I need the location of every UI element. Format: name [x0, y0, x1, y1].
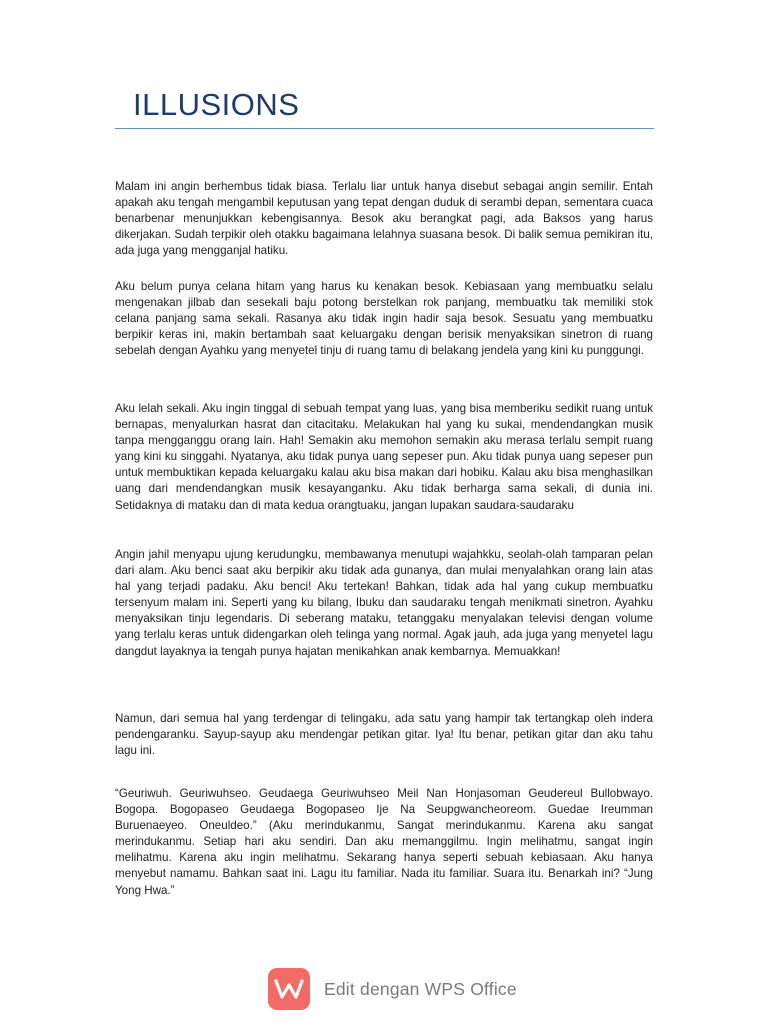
title-underline	[115, 128, 654, 129]
wps-edit-label: Edit dengan WPS Office	[324, 978, 517, 999]
document-title: ILLUSIONS	[133, 87, 300, 122]
wps-office-logo-icon	[268, 968, 310, 1010]
paragraph-4: Angin jahil menyapu ujung kerudungku, membawanya menutupi wajahkku, seolah-olah tamparan pelan dari alam. Aku benci saat aku berpikir aku tidak ada gunanya, dan mulai menyalahkan orang lain atas hal yang terjadi padaku. Aku benci! Aku tertekan! Bahkan, tidak ada hal yang cukup membuatku tersenyum malam ini. Seperti yang ku bilang, Ibuku dan saudaraku tengah menikmati sinetron. Ayahku menyaksikan tinju legendaris. Di seberang mataku, tetanggaku menyalakan televisi dengan volume yang terlalu keras untuk didengarkan oleh telinga yang normal. Agak jauh, ada juga yang menyetel lagu dangdut layaknya ia tengah punya hajatan menikahkan anak kembarnya. Memuakkan!	[115, 548, 653, 658]
paragraph-6: “Geuriwuh. Geuriwuhseo. Geudaega Geuriwuhseo Meil Nan Honjasoman Geudereul Bullobwayo. Bogopa. Bogopaseo Geudaega Bogopaseo Ije Na Seupgwancheoreom. Guedae Ireumman Buruenaeyeo. Oneuldeo.” (Aku merindukanmu, Sangat merindukanmu. Karena aku sangat merindukanmu. Setiap hari aku sendiri. Dan aku memanggilmu. Ingin melihatmu, sangat ingin melihatmu. Karena aku ingin melihatmu. Sekarang hanya seperti sebuah kebiasaan. Aku hanya menyebut namamu. Bahkan saat ini. Lagu itu familiar. Nada itu familiar. Suara itu. Benarkah ini? “Jung Yong Hwa.”	[115, 787, 653, 897]
paragraph-5: Namun, dari semua hal yang terdengar di telingaku, ada satu yang hampir tak tertangkap oleh indera pendengaranku. Sayup-sayup aku mendengar petikan gitar. Iya! Itu benar, petikan gitar dan aku tahu lagu ini.	[115, 712, 653, 758]
wps-edit-watermark[interactable]	[268, 968, 517, 1010]
paragraph-3: Aku lelah sekali. Aku ingin tinggal di sebuah tempat yang luas, yang bisa memberiku sedikit ruang untuk bernapas, menyalurkan hasrat dan citacitaku. Melakukan hal yang ku sukai, mendendangkan musik tanpa mengganggu orang lain. Hah! Semakin aku memohon semakin aku merasa terlalu sempit ruang yang kini ku singgahi. Nyatanya, aku tidak punya uang sepeser pun. Aku tidak punya uang sepeser pun untuk membuktikan kepada keluargaku kalau aku bisa makan dari hobiku. Kalau aku bisa menghasilkan uang dari mendendangkan musik kesayanganku. Aku tidak berharga sama sekali, di dunia ini. Setidaknya di mataku dan di mata kedua orangtuaku, jangan lupakan saudara-saudaraku	[115, 402, 653, 512]
paragraph-1: Malam ini angin berhembus tidak biasa. Terlalu liar untuk hanya disebut sebagai angin semilir. Entah apakah aku tengah mengambil keputusan yang tepat dengan duduk di serambi depan, sementara cuaca benarbenar menunjukkan kebengisannya. Besok aku berangkat pagi, ada Baksos yang harus dikerjakan. Sudah terpikir oleh otakku bagaimana lelahnya suasana besok. Di balik semua pemikiran itu, ada juga yang mengganjal hatiku.	[115, 180, 653, 258]
paragraph-2: Aku belum punya celana hitam yang harus ku kenakan besok. Kebiasaan yang membuatku selalu mengenakan jilbab dan sesekali baju potong berstelkan rok panjang, membuatku tak memiliki stok celana panjang sama sekali. Rasanya aku tidak ingin hadir saja besok. Sesuatu yang membuatku berpikir keras ini, makin bertambah saat keluargaku dengan berisik menyaksikan sinetron di ruang sebelah dengan Ayahku yang menyetel tinju di ruang tamu di belakang jendela yang kini ku punggungi.	[115, 280, 653, 358]
